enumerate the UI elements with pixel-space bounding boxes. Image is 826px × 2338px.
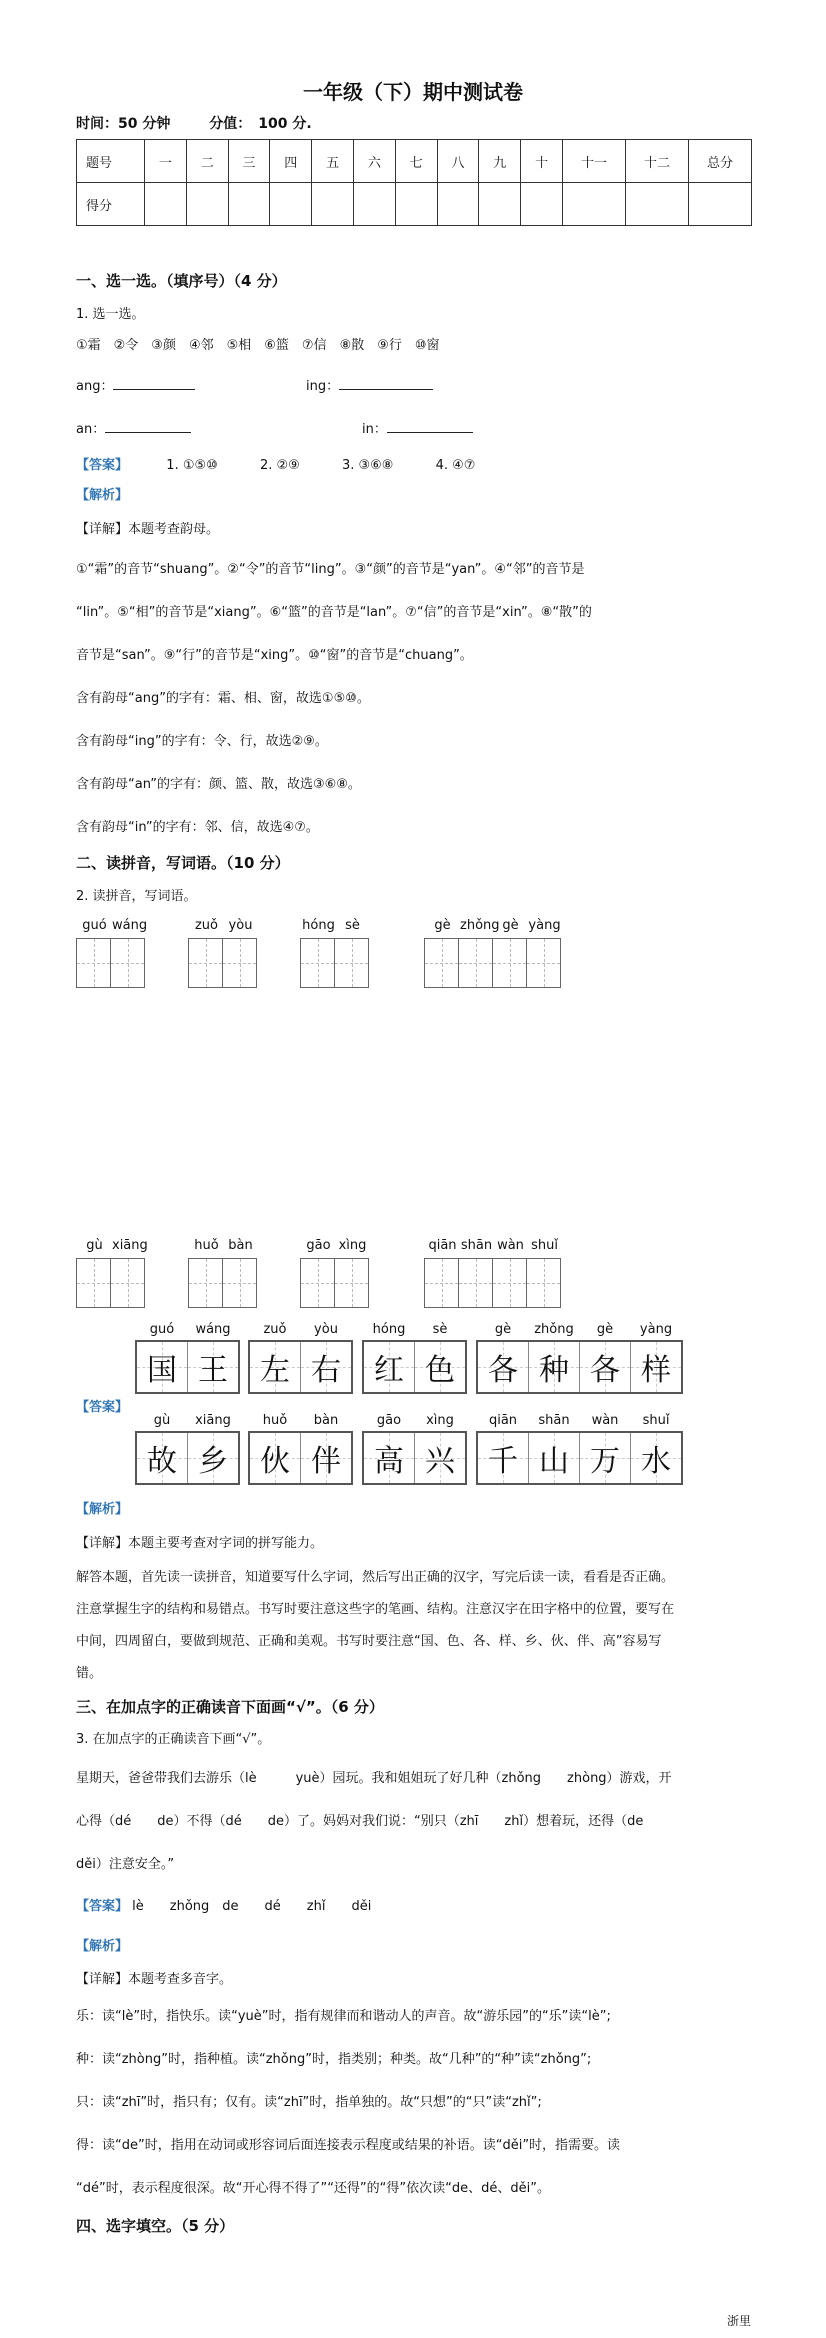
writing-cell[interactable]	[425, 939, 459, 987]
q2-prompt: 2. 读拼音，写词语。	[76, 889, 197, 904]
pinyin-label: gāo	[306, 1238, 331, 1253]
score-header-cell: 十二	[626, 140, 689, 183]
answer-pinyin: bàn	[313, 1413, 339, 1428]
q3-detail: 【详解】本题考查多音字。	[76, 1972, 233, 1987]
answer-label: 【答案】	[76, 458, 129, 473]
writing-cell[interactable]	[111, 1259, 144, 1307]
q2-analysis-label: 【解析】	[76, 1502, 129, 1517]
explanation-line: 音节是“san”。⑨“行”的音节是“xing”。⑩“窗”的音节是“chuang”。	[76, 648, 473, 663]
answer-pinyin: qiān	[488, 1413, 518, 1428]
writing-grid[interactable]	[300, 1258, 369, 1308]
answer-char: 故	[147, 1444, 177, 1479]
explanation-line: 含有韵母“in”的字有：邻、信，故选④⑦。	[76, 820, 319, 835]
answer-char: 乡	[198, 1444, 228, 1479]
answer-char: 高	[374, 1444, 404, 1479]
score-cell	[312, 183, 354, 226]
pinyin-label: xiāng	[112, 1238, 148, 1253]
answer-grid	[476, 1431, 683, 1485]
answer-pinyin: huǒ	[262, 1413, 288, 1428]
score-cell	[563, 183, 626, 226]
answer-char: 各	[590, 1353, 620, 1388]
answer-pinyin: wàn	[591, 1413, 619, 1428]
explanation-line: 乐：读“lè”时，指快乐。读“yuè”时，指有规律而和谐动人的声音。故“游乐园”的“乐”读“lè”;	[76, 2009, 611, 2024]
answer-pinyin: yàng	[639, 1322, 673, 1337]
explanation-line: 种：读“zhòng”时，指种植。读“zhǒng”时，指类别；种类。故“几种”的“种”读“zhǒng”;	[76, 2052, 592, 2067]
writing-cell[interactable]	[493, 939, 527, 987]
writing-cell[interactable]	[77, 939, 111, 987]
q3-answer	[76, 1895, 371, 1914]
answer-char: 右	[311, 1353, 341, 1388]
answer-pinyin: gāo	[376, 1413, 402, 1428]
score-row-label: 得分	[77, 183, 145, 226]
answer-pinyin: hóng	[372, 1322, 406, 1337]
pinyin-label: wáng	[112, 918, 148, 933]
pinyin-label: zuǒ	[194, 918, 219, 933]
score-cell	[437, 183, 479, 226]
answer-char-cell	[580, 1433, 631, 1483]
in-label: in：	[362, 422, 387, 437]
writing-cell[interactable]	[301, 1259, 335, 1307]
answer-pinyin: xiāng	[195, 1413, 231, 1428]
answer-grid	[135, 1340, 240, 1394]
ing-blank	[306, 375, 433, 394]
answer-pinyin: shān	[538, 1413, 570, 1428]
explanation-line: děi）注意安全。”	[76, 1857, 175, 1872]
exam-score: 分值： 100 分.	[209, 116, 312, 132]
score-header-cell: 十	[521, 140, 563, 183]
answer-char-cell	[580, 1342, 631, 1392]
section-4-heading: 四、选字填空。（5 分）	[76, 2217, 235, 2235]
answer-char: 兴	[425, 1444, 455, 1479]
writing-cell[interactable]	[301, 939, 335, 987]
score-table	[76, 139, 752, 226]
answer-char-cell	[301, 1433, 351, 1483]
section-3-heading: 三、在加点字的正确读音下面画“√”。（6 分）	[76, 1698, 384, 1716]
score-cell	[626, 183, 689, 226]
score-cell	[353, 183, 395, 226]
explanation-line: “lin”。⑤“相”的音节是“xiang”。⑥“篮”的音节是“lan”。⑦“信”的音节是“xin”。⑧“散”的	[76, 605, 592, 620]
answer-pinyin: gù	[153, 1413, 171, 1428]
ang-line	[113, 375, 195, 390]
answer-char-cell	[415, 1342, 465, 1392]
writing-grid[interactable]	[76, 938, 145, 988]
answer-pinyin: shuǐ	[642, 1413, 670, 1428]
answer-grid	[248, 1340, 353, 1394]
explanation-line: 星期天，爸爸带我们去游乐（lè yuè）园玩。我和姐姐玩了好几种（zhǒng zhòng）游戏，开	[76, 1771, 672, 1786]
an-label: an：	[76, 422, 106, 437]
answer-char: 国	[147, 1353, 177, 1388]
exam-time: 时间：50 分钟	[76, 116, 171, 132]
writing-cell[interactable]	[335, 939, 368, 987]
answer-char-cell	[137, 1342, 188, 1392]
pinyin-label: bàn	[228, 1238, 253, 1253]
score-header-cell: 六	[353, 140, 395, 183]
q1-answer	[76, 454, 475, 473]
pinyin-label: gè	[502, 918, 519, 933]
pinyin-label: huǒ	[194, 1238, 219, 1253]
answer-char: 王	[198, 1353, 228, 1388]
pinyin-label: shān	[460, 1238, 493, 1253]
answer-pinyin: zuǒ	[263, 1322, 287, 1337]
explanation-line: 只：读“zhī”时，指只有；仅有。读“zhī”时，指单独的。故“只想”的“只”读“zhǐ”;	[76, 2095, 542, 2110]
pinyin-label: yòu	[228, 918, 253, 933]
writing-grid[interactable]	[188, 938, 257, 988]
answer-char-cell	[250, 1342, 301, 1392]
score-header-cell: 四	[270, 140, 312, 183]
score-header-cell: 九	[479, 140, 521, 183]
q1-prompt: 1. 选一选。	[76, 307, 145, 322]
answer-char: 左	[260, 1353, 290, 1388]
q3-answer-label: 【答案】	[76, 1899, 129, 1914]
explanation-line: 注意掌握生字的结构和易错点。书写时要注意这些字的笔画、结构。注意汉字在田字格中的位置，要写在	[76, 1602, 675, 1617]
answer-char-cell	[529, 1342, 580, 1392]
score-cell	[186, 183, 228, 226]
score-cell	[228, 183, 270, 226]
writing-cell[interactable]	[189, 1259, 223, 1307]
q1-answer-4: 4. ④⑦	[435, 458, 476, 473]
explanation-line: 含有韵母“ing”的字有：令、行，故选②⑨。	[76, 734, 328, 749]
answer-char-cell	[364, 1342, 415, 1392]
answer-char: 伴	[311, 1444, 341, 1479]
answer-grid	[362, 1431, 467, 1485]
score-cell	[689, 183, 752, 226]
answer-pinyin: zhǒng	[534, 1322, 574, 1337]
pinyin-label: zhǒng	[460, 918, 500, 933]
score-header-cell: 五	[312, 140, 354, 183]
q2-detail: 【详解】本题主要考查对字词的拼写能力。	[76, 1536, 324, 1551]
answer-char: 水	[641, 1444, 671, 1479]
answer-char-cell	[529, 1433, 580, 1483]
answer-pinyin: xìng	[426, 1413, 454, 1428]
answer-pinyin: sè	[432, 1322, 448, 1337]
answer-char-cell	[364, 1433, 415, 1483]
writing-cell[interactable]	[335, 1259, 368, 1307]
score-cell	[521, 183, 563, 226]
answer-pinyin: wáng	[195, 1322, 231, 1337]
answer-char-cell	[631, 1433, 681, 1483]
writing-cell[interactable]	[77, 1259, 111, 1307]
answer-char-cell	[415, 1433, 465, 1483]
score-header-cell: 十一	[563, 140, 626, 183]
answer-pinyin: yòu	[314, 1322, 338, 1337]
pinyin-label: shuǐ	[531, 1238, 558, 1253]
answer-char-cell	[188, 1433, 238, 1483]
analysis-label: 【解析】	[76, 488, 129, 503]
q1-answer-3: 3. ③⑥⑧	[341, 458, 394, 473]
writing-cell[interactable]	[425, 1259, 459, 1307]
explanation-line: 得：读“de”时，指用在动词或形容词后面连接表示程度或结果的补语。读“děi”时，指需要。读	[76, 2138, 621, 2153]
pinyin-label: gè	[434, 918, 451, 933]
explanation-line: 错。	[76, 1666, 103, 1681]
answer-grid	[135, 1431, 240, 1485]
score-header-cell: 题号	[77, 140, 145, 183]
answer-grid	[362, 1340, 467, 1394]
answer-char-cell	[301, 1342, 351, 1392]
exam-meta	[76, 113, 346, 133]
writing-cell[interactable]	[527, 1259, 560, 1307]
score-cell	[479, 183, 521, 226]
explanation-line: ①“霜”的音节“shuang”。②“令”的音节“ling”。③“颜”的音节是“yan”。④“邻”的音节是	[76, 562, 585, 577]
footer-mark: 浙里	[727, 2314, 752, 2328]
score-cell	[145, 183, 187, 226]
answer-char: 红	[374, 1353, 404, 1388]
writing-grid[interactable]	[76, 1258, 145, 1308]
ang-blank	[76, 375, 195, 394]
in-blank	[362, 418, 473, 437]
answer-char: 种	[539, 1353, 569, 1388]
answer-char: 各	[488, 1353, 518, 1388]
score-header-cell: 七	[395, 140, 437, 183]
answer-char-cell	[631, 1342, 681, 1392]
pinyin-label: yàng	[528, 918, 561, 933]
writing-cell[interactable]	[223, 1259, 256, 1307]
writing-cell[interactable]	[527, 939, 560, 987]
writing-cell[interactable]	[189, 939, 223, 987]
writing-cell[interactable]	[493, 1259, 527, 1307]
section-1-heading: 一、选一选。（填序号）（4 分）	[76, 272, 287, 290]
score-cell	[270, 183, 312, 226]
explanation-line: 含有韵母“ang”的字有：霜、相、窗，故选①⑤⑩。	[76, 691, 370, 706]
q3-analysis-label: 【解析】	[76, 1939, 129, 1954]
writing-grid[interactable]	[300, 938, 369, 988]
pinyin-label: hóng	[302, 918, 335, 933]
writing-cell[interactable]	[223, 939, 256, 987]
in-line	[387, 418, 473, 433]
explanation-line: 解答本题，首先读一读拼音，知道要写什么字词，然后写出正确的汉字，写完后读一读，看看是否正确。	[76, 1570, 675, 1585]
writing-grid[interactable]	[424, 1258, 561, 1308]
q3-answer-text: lè zhǒng de dé zhǐ děi	[132, 1899, 372, 1914]
ing-line	[339, 375, 433, 390]
score-header-cell: 一	[145, 140, 187, 183]
pinyin-label: qiān	[428, 1238, 457, 1253]
section-2-heading: 二、读拼音，写词语。（10 分）	[76, 854, 290, 872]
q1-answer-2: 2. ②⑨	[259, 458, 300, 473]
pinyin-label: gù	[86, 1238, 103, 1253]
q2-answer-label: 【答案】	[76, 1400, 129, 1415]
writing-grid[interactable]	[424, 938, 561, 988]
answer-grid	[476, 1340, 683, 1394]
answer-pinyin: gè	[596, 1322, 614, 1337]
pinyin-label: sè	[345, 918, 360, 933]
answer-char-cell	[478, 1433, 529, 1483]
answer-char: 千	[488, 1444, 518, 1479]
answer-char-cell	[137, 1433, 188, 1483]
writing-cell[interactable]	[111, 939, 144, 987]
answer-char-cell	[188, 1342, 238, 1392]
score-header-cell: 总分	[689, 140, 752, 183]
score-cell	[395, 183, 437, 226]
ang-label: ang：	[76, 379, 114, 394]
an-blank	[76, 418, 191, 437]
score-header-cell: 八	[437, 140, 479, 183]
answer-char-cell	[250, 1433, 301, 1483]
score-header-cell: 二	[186, 140, 228, 183]
answer-char: 万	[590, 1444, 620, 1479]
answer-grid	[248, 1431, 353, 1485]
q3-prompt: 3. 在加点字的正确读音下画“√”。	[76, 1732, 271, 1747]
q1-detail: 【详解】本题考查韵母。	[76, 522, 220, 537]
answer-pinyin: gè	[494, 1322, 512, 1337]
an-line	[105, 418, 191, 433]
writing-cell[interactable]	[459, 1259, 493, 1307]
pinyin-label: wàn	[497, 1238, 524, 1253]
answer-char: 山	[539, 1444, 569, 1479]
answer-char-cell	[478, 1342, 529, 1392]
answer-char: 样	[641, 1353, 671, 1388]
ing-label: ing：	[306, 379, 340, 394]
explanation-line: 含有韵母“an”的字有：颜、篮、散，故选③⑥⑧。	[76, 777, 361, 792]
answer-pinyin: guó	[149, 1322, 175, 1337]
writing-cell[interactable]	[459, 939, 493, 987]
writing-grid[interactable]	[188, 1258, 257, 1308]
answer-char: 色	[425, 1353, 455, 1388]
page-title: 一年级（下）期中测试卷	[303, 80, 523, 104]
q1-options: ①霜 ②令 ③颜 ④邻 ⑤相 ⑥篮 ⑦信 ⑧散 ⑨行 ⑩窗	[76, 338, 440, 353]
explanation-line: 中间，四周留白，要做到规范、正确和美观。书写时要注意“国、色、各、样、乡、伙、伴、高”容易写	[76, 1634, 662, 1649]
explanation-line: “dé”时，表示程度很深。故“开心得不得了”“还得”的“得”依次读“de、dé、děi”。	[76, 2181, 550, 2196]
q1-answer-1: 1. ①⑤⑩	[166, 458, 218, 473]
pinyin-label: guó	[82, 918, 107, 933]
answer-char: 伙	[260, 1444, 290, 1479]
explanation-line: 心得（dé de）不得（dé de）了。妈妈对我们说：“别只（zhī zhǐ）想着玩，还得（de	[76, 1814, 644, 1829]
score-header-cell: 三	[228, 140, 270, 183]
pinyin-label: xìng	[338, 1238, 367, 1253]
